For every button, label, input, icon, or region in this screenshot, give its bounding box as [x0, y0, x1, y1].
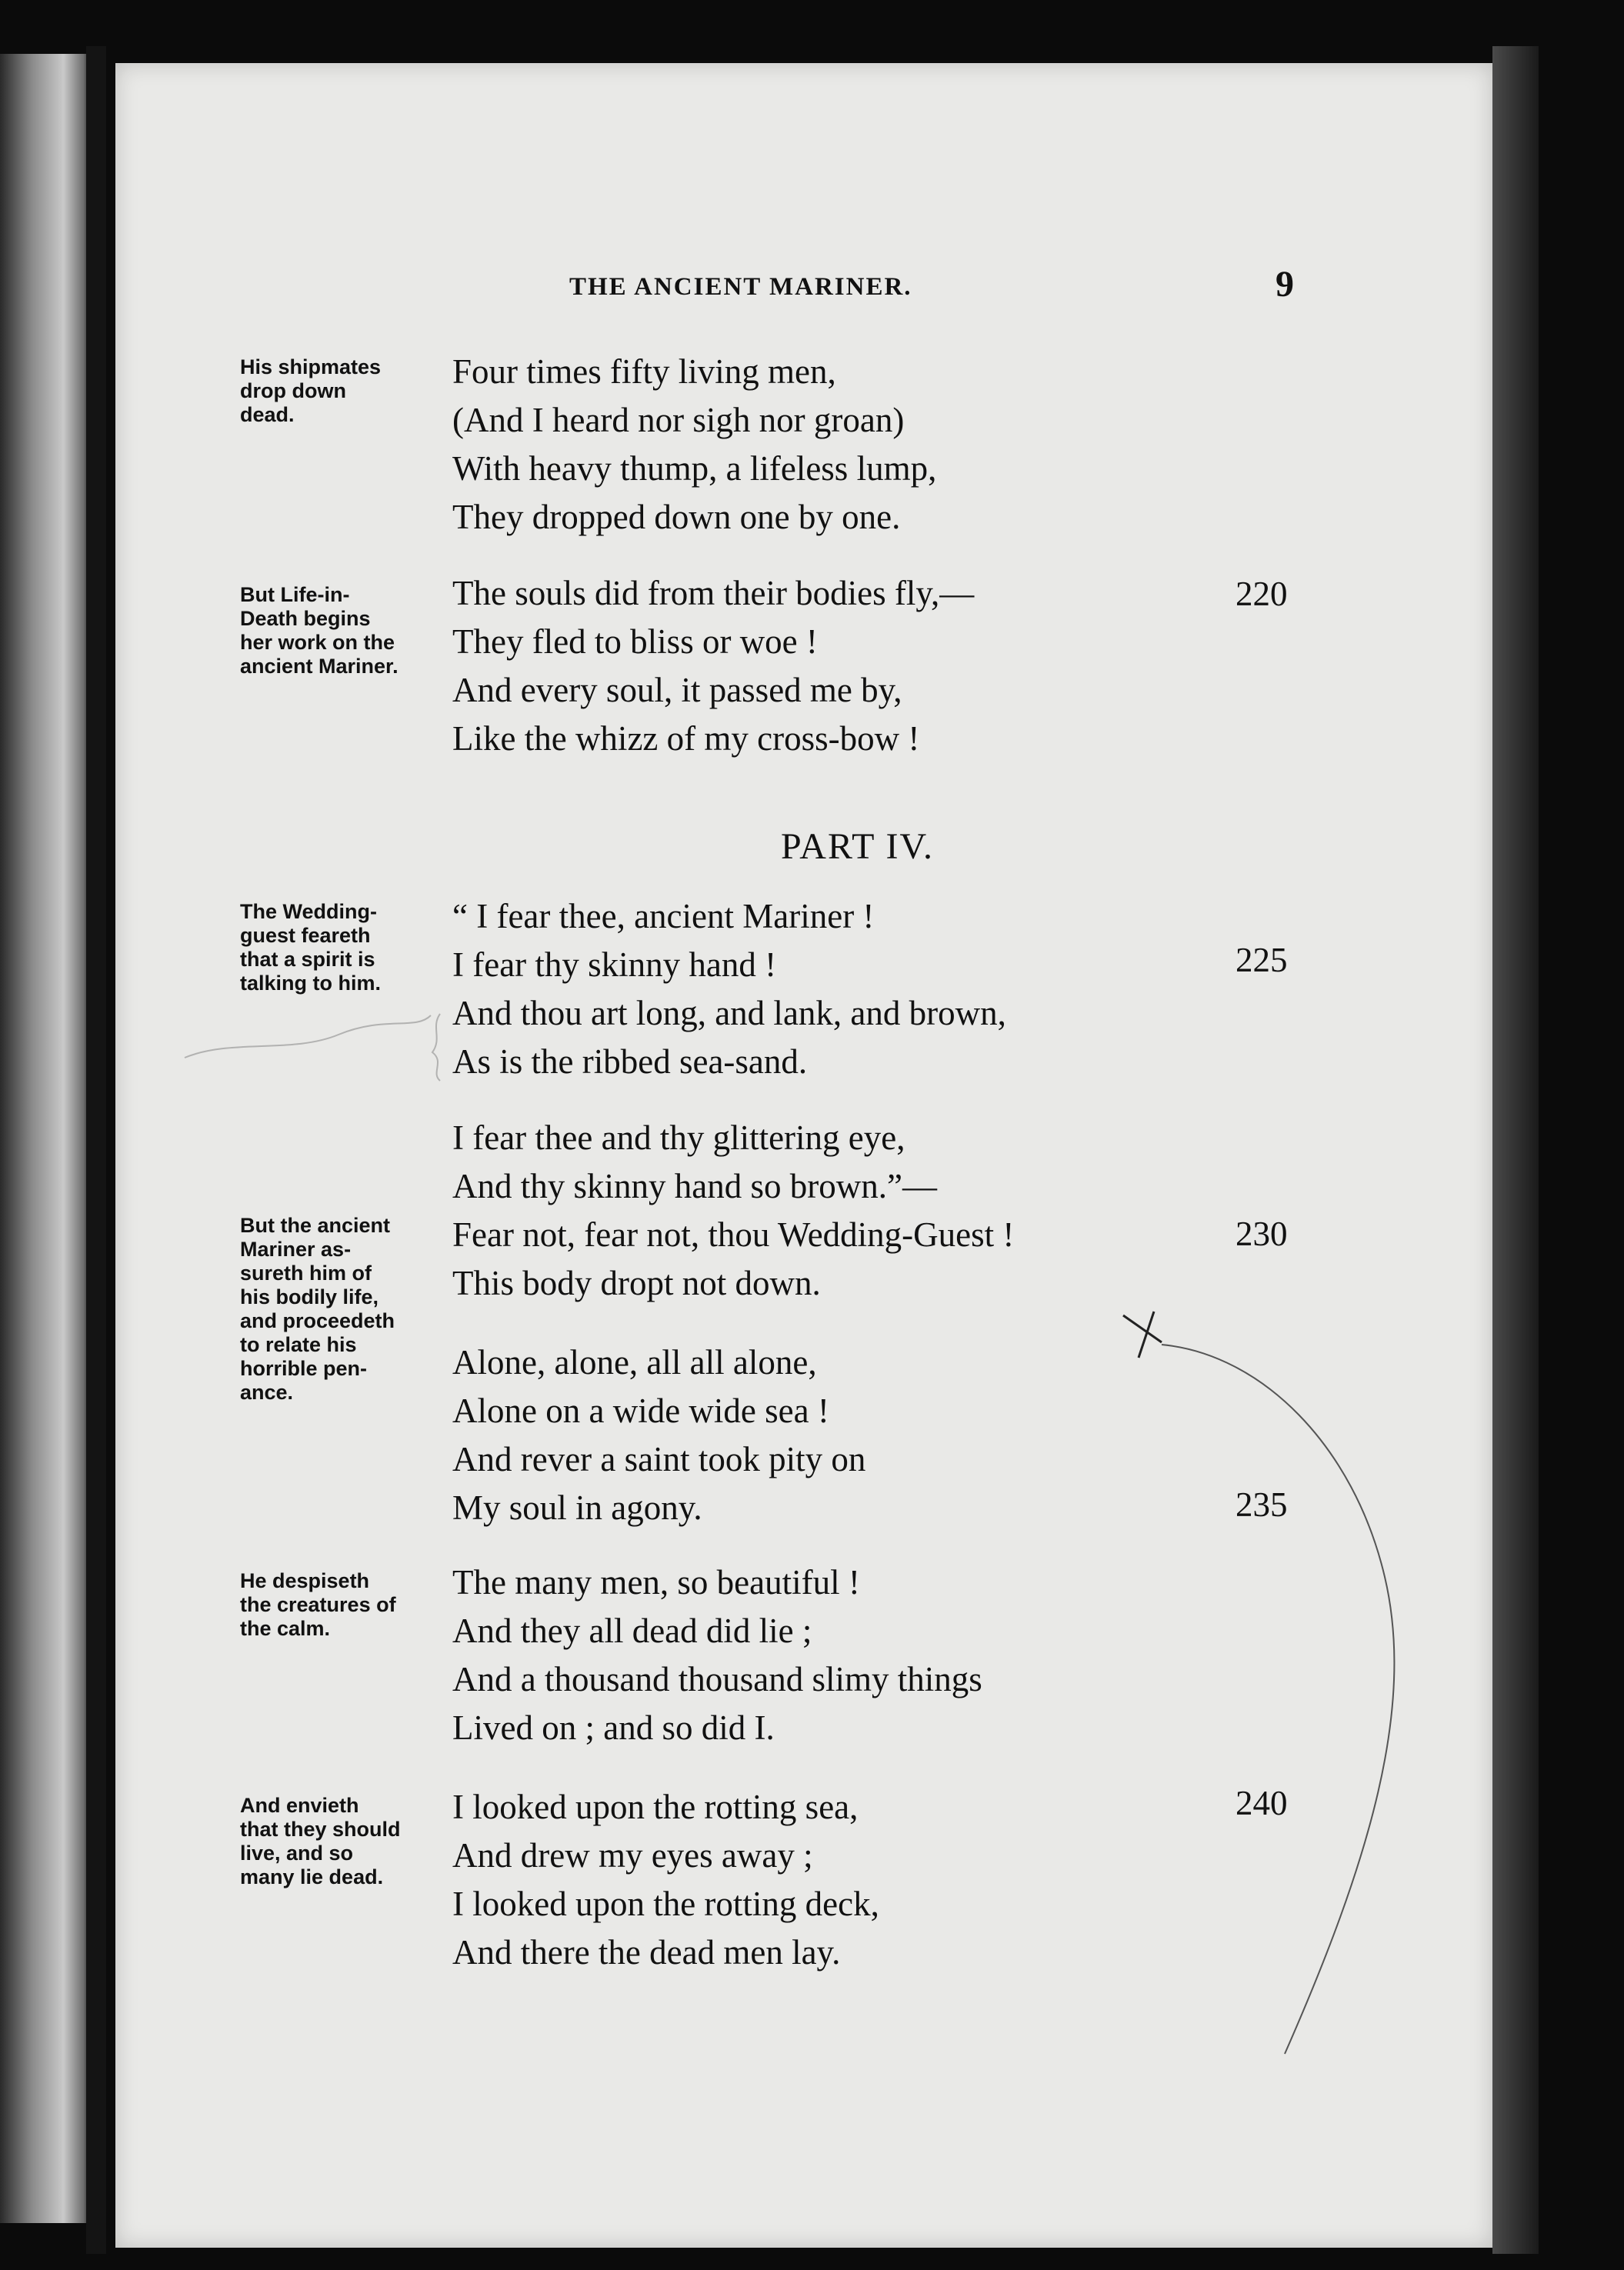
verse-line: This body dropt not down.	[452, 1264, 821, 1302]
gloss-line: But the ancient	[240, 1214, 391, 1237]
gloss-line: And envieth	[240, 1794, 359, 1817]
gloss-line: the creatures of	[240, 1593, 396, 1616]
verse-line: And thou art long, and lank, and brown,	[452, 994, 1006, 1032]
verse-line: They dropped down one by one.	[452, 498, 901, 536]
gloss-line: horrible pen-	[240, 1357, 368, 1380]
part-heading: PART IV.	[781, 826, 934, 867]
gloss-line: that a spirit is	[240, 948, 375, 971]
side-gloss	[240, 355, 471, 427]
gloss-line: live, and so	[240, 1842, 354, 1865]
verse-line: As is the ribbed sea-sand.	[452, 1042, 808, 1081]
running-head: THE ANCIENT MARINER.	[569, 273, 912, 301]
line-number: 225	[1236, 941, 1288, 979]
verse-line: They fled to bliss or woe !	[452, 622, 818, 661]
verse-line: My soul in agony.	[452, 1488, 702, 1527]
side-gloss	[240, 1794, 471, 1889]
line-number: 235	[1236, 1485, 1288, 1524]
side-gloss	[240, 900, 471, 995]
stanza	[452, 892, 1006, 1086]
gloss-line: and proceedeth	[240, 1309, 395, 1332]
gloss-line: her work on the	[240, 631, 395, 654]
verse-line: Alone on a wide wide sea !	[452, 1392, 829, 1430]
gloss-line: ance.	[240, 1381, 294, 1404]
line-number: 220	[1236, 575, 1288, 613]
gloss-line: talking to him.	[240, 972, 382, 995]
verse-line: Four times fifty living men,	[452, 352, 836, 391]
gloss-line: that they should	[240, 1818, 401, 1841]
verse-line: I fear thy skinny hand !	[452, 945, 777, 984]
stanza	[452, 348, 936, 542]
gloss-line: drop down	[240, 379, 346, 402]
verse-line: I fear thee and thy glittering eye,	[452, 1118, 905, 1157]
verse-line: And rever a saint took pity on	[452, 1440, 866, 1478]
side-gloss	[240, 583, 471, 678]
gloss-line: ancient Mariner.	[240, 655, 398, 678]
stanza	[452, 569, 974, 763]
verse-line: Fear not, fear not, thou Wedding-Guest !	[452, 1215, 1015, 1254]
line-number: 240	[1236, 1784, 1288, 1822]
gloss-line: the calm.	[240, 1617, 331, 1640]
verse-line: And every soul, it passed me by,	[452, 671, 902, 709]
gloss-line: The Wedding-	[240, 900, 377, 923]
gloss-line: But Life-in-	[240, 583, 350, 606]
gloss-line: many lie dead.	[240, 1865, 384, 1888]
gloss-line: guest feareth	[240, 924, 371, 947]
verse-line: And a thousand thousand slimy things	[452, 1660, 982, 1698]
stanza	[452, 1783, 879, 1977]
verse-line: And they all dead did lie ;	[452, 1612, 812, 1650]
verse-line: The souls did from their bodies fly,—	[452, 574, 975, 612]
verse-line: I looked upon the rotting sea,	[452, 1788, 859, 1826]
line-number: 230	[1236, 1215, 1288, 1253]
stanza	[452, 1114, 1014, 1308]
verse-line: And there the dead men lay.	[452, 1933, 841, 1972]
stanza	[452, 1558, 982, 1752]
verse-line: (And I heard nor sigh nor groan)	[452, 401, 905, 439]
gloss-line: dead.	[240, 403, 295, 426]
side-gloss	[240, 1214, 471, 1405]
gloss-line: His shipmates	[240, 355, 382, 378]
verse-line: I looked upon the rotting deck,	[452, 1885, 879, 1923]
verse-line: Like the whizz of my cross-bow !	[452, 719, 920, 758]
gloss-line: He despiseth	[240, 1569, 370, 1592]
verse-line: Alone, alone, all all alone,	[452, 1343, 817, 1382]
gloss-line: to relate his	[240, 1333, 357, 1356]
verse-line: “ I fear thee, ancient Mariner !	[452, 897, 875, 935]
gloss-line: sureth him of	[240, 1262, 372, 1285]
verse-line: The many men, so beautiful !	[452, 1563, 860, 1602]
verse-line: And drew my eyes away ;	[452, 1836, 813, 1875]
stanza	[452, 1338, 865, 1532]
verse-line: And thy skinny hand so brown.”—	[452, 1167, 937, 1205]
gloss-line: Mariner as-	[240, 1238, 352, 1261]
gloss-line: his bodily life,	[240, 1285, 379, 1308]
verse-line: With heavy thump, a lifeless lump,	[452, 449, 937, 488]
side-gloss	[240, 1569, 471, 1641]
gloss-line: Death begins	[240, 607, 371, 630]
verse-line: Lived on ; and so did I.	[452, 1708, 775, 1747]
page-number: 9	[1276, 264, 1294, 305]
